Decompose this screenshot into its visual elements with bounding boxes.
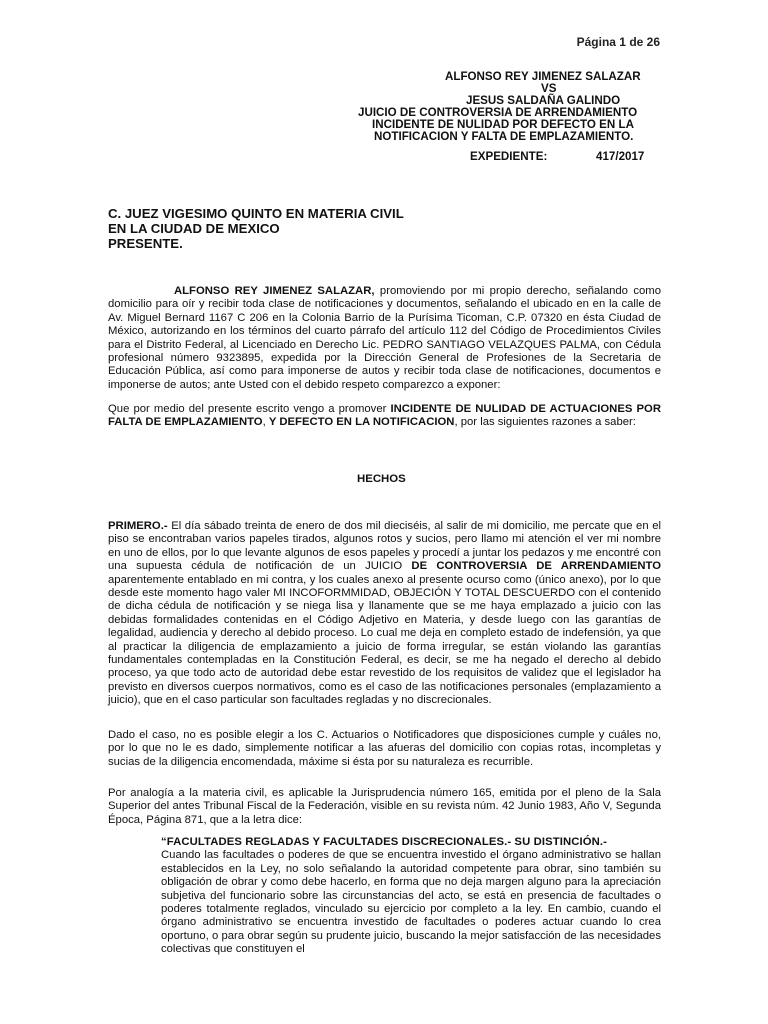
promote-text-3: , por las siguientes razones a saber: <box>454 416 636 429</box>
incident-title-2: NOTIFICACION Y FALTA DE EMPLAZAMIENTO. <box>374 130 634 143</box>
petitioner-name: ALFONSO REY JIMENEZ SALAZAR, <box>174 285 375 297</box>
case-type: JUICIO DE CONTROVERSIA DE ARRENDAMIENTO <box>358 106 638 119</box>
quote-text: Cuando las facultades o poderes de que se encuentra investido el órgano administrativo se hallan establecidos en la Ley, no solo señalando la autoridad competente para obrar, sino también su obligación de obrar y como debe hacerlo, en forma que no deja margen alguno para la apreciación subjetiva del funcionario sobre las circunstancias del acto, se está en presencia de facultades o poderes totalmente reglados, vinculado su ejercicio por completo a la ley. En cambio, cuando el órgano administrativo se encuentra investido de facultades o poderes actuar cuando lo crea oportuno, o para obrar según su prudente juicio, buscando la mejor satisfacción de las necesidades colectivas que constituyen el <box>161 849 661 956</box>
hechos-heading: HECHOS <box>357 473 406 485</box>
promote-paragraph <box>108 403 661 430</box>
versus-label: VS <box>541 82 557 95</box>
defendant-name: JESUS SALDAÑA GALINDO <box>466 94 621 107</box>
intro-text: promoviendo por mi propio derecho, señalando como domicilio para oír y recibir toda clase de notificaciones y documentos, señalando el ubicado en en la calle de Av. Miguel Bernard 1167 C 206 en la Colonia Barrio de la Purísima Ticoman, C.P. 07320 en ésta Ciudad de México, autorizando en los términos del cuarto párrafo del artículo 112 del Código de Procedimientos Civiles para el Distrito Federal, al Licenciado en Derecho Lic. PEDRO SANTIAGO VELAZQUES PALMA, con Cédula profesional número 9323895, expedida por la Dirección General de Profesiones de la Secretaria de Educación Pública, así como para imponerse de autos y recibir toda clase de notificaciones, documentos e imponerse de autos; ante Usted con el debido respeto comparezco a exponer: <box>108 285 661 391</box>
primero-paragraph <box>108 520 661 708</box>
address-line-3: PRESENTE. <box>108 236 183 251</box>
primero-text-1: El día sábado treinta de enero de dos mil dieciséis, al salir de mi domicilio, me percate que en el piso se encontraban varios papeles tirados, algunos rotos y sucios, pero llamo mi atención el ver mi nombre en uno de ellos, por lo que levante algunos de esos papeles y procedí a juntar los pedazos y me encontré con una supuesta cédula de notificación de un JUICIO <box>108 520 661 573</box>
promote-text-2: , <box>262 416 269 429</box>
address-line-1: C. JUEZ VIGESIMO QUINTO EN MATERIA CIVIL <box>108 206 404 221</box>
expediente-number: 417/2017 <box>596 150 645 163</box>
quote-title: “FACULTADES REGLADAS Y FACULTADES DISCRECIONALES.- SU DISTINCIÓN.- <box>161 836 607 848</box>
promote-bold-2: Y DEFECTO EN LA NOTIFICACION <box>268 416 455 429</box>
plaintiff-name: ALFONSO REY JIMENEZ SALAZAR <box>445 70 641 83</box>
dado-paragraph: Dado el caso, no es posible elegir a los C. Actuarios o Notificadores que disposiciones cumple y cuáles no, por lo que no le es dado, simplemente notificar a las afueras del domicilio con copias rotas, incompletas y sucias de la diligencia encomendada, máxime si ésta por su naturaleza es recurrible. <box>108 729 661 768</box>
incident-title-1: INCIDENTE DE NULIDAD POR DEFECTO EN LA <box>372 118 634 131</box>
primero-label: PRIMERO.- <box>108 520 168 532</box>
primero-text-2: aparentemente entablado en mi contra, y los cuales anexo al presente ocurso como (único anexo), por lo que desde este momento hago valer MI INCOFORMMIDAD, OBJECIÓN Y TOTAL DESCUERDO con el contenido de dicha cédula de notificación y se niega lisa y llanamente que se me haya emplazado a juicio con las debidas formalidades contenidas en el Código Adjetivo en Materia, y desde luego con las garantías de legalidad, audiencia y derecho al debido proceso. Lo cual me deja en completo estado de indefensión, ya que al practicar la diligencia de emplazamiento a juicio de forma irregular, se están violando las garantías fundamentales contempladas en la Constitución Federal, es decir, se me ha negado el derecho al debido proceso, ya que todo acto de autoridad debe estar revestido de los requisitos de validez que el legislador ha previsto en diversos cuerpos normativos, como es el caso de las notificaciones personales (emplazamiento a juicio), que en el caso particular son facultades regladas y no discrecionales. <box>108 573 661 707</box>
jurisprudence-quote <box>161 836 661 957</box>
primero-bold: DE CONTROVERSIA DE ARRENDAMIENTO <box>411 560 662 573</box>
promote-text-1: Que por medio del presente escrito vengo a promover <box>108 403 391 415</box>
intro-paragraph <box>108 285 661 392</box>
page-number: Página 1 de 26 <box>576 35 660 49</box>
address-line-2: EN LA CIUDAD DE MEXICO <box>108 221 280 236</box>
promote-bold-1: INCIDENTE DE NULIDAD DE ACTUACIONES POR FALTA DE EMPLAZAMIENTO <box>108 403 661 429</box>
analogia-paragraph: Por analogía a la materia civil, es aplicable la Jurisprudencia número 165, emitida por el pleno de la Sala Superior del antes Tribunal Fiscal de la Federación, visible en su revista núm. 42 Junio 1983, Año V, Segunda Época, Página 871, que a la letra dice: <box>108 787 661 826</box>
judge-address <box>108 206 404 251</box>
expediente-label: EXPEDIENTE: <box>470 150 548 163</box>
